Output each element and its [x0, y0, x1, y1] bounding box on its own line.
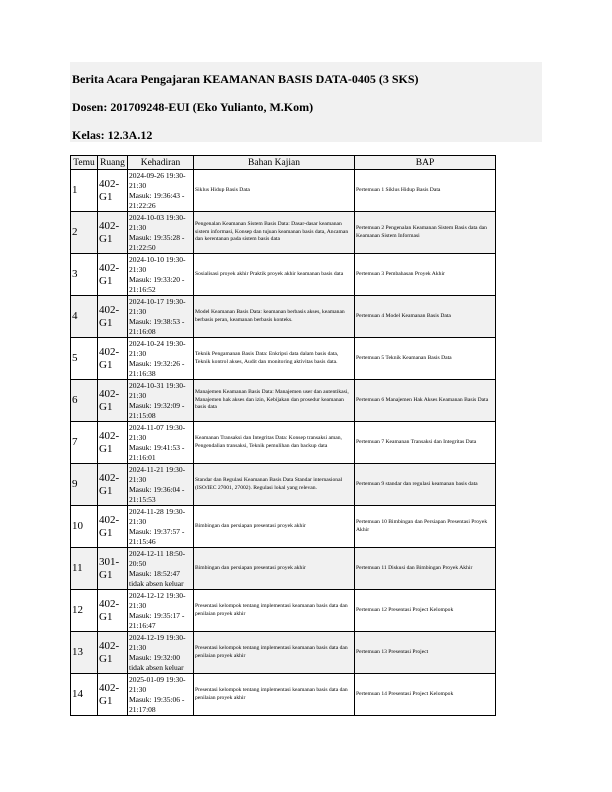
cell-bahan-kajian: Sosialisasi proyek akhir Praktik proyek akhir keamanan basis data	[194, 254, 355, 296]
cell-ruang: 402-G1	[98, 464, 128, 506]
cell-temu: 3	[71, 254, 98, 296]
column-header-temu: Temu	[71, 156, 98, 170]
cell-bap: Pertemuan 1 Siklus Hidup Basis Data	[355, 170, 496, 212]
cell-kehadiran	[128, 548, 194, 590]
bap-table	[70, 155, 496, 716]
cell-bap: Pertemuan 11 Diskusi dan Bimbingan Proyek Akhir	[355, 548, 496, 590]
kehadiran-schedule: 2024-10-03 19:30-21:30	[129, 212, 186, 232]
kehadiran-schedule: 2024-10-24 19:30-21:30	[129, 338, 186, 358]
kehadiran-checkin: Masuk: 19:38:53 - 21:16:08	[129, 316, 185, 336]
column-header-kehadiran: Kehadiran	[128, 156, 194, 170]
cell-temu: 1	[71, 170, 98, 212]
cell-bap: Pertemuan 6 Manajemen Hak Akses Keamanan Basis Data	[355, 380, 496, 422]
cell-ruang: 402-G1	[98, 590, 128, 632]
cell-ruang: 402-G1	[98, 422, 128, 464]
kehadiran-schedule: 2024-11-28 19:30-21:30	[129, 506, 186, 526]
table-row	[71, 674, 496, 716]
kehadiran-schedule: 2025-01-09 19:30-21:30	[129, 674, 186, 694]
cell-bahan-kajian: Presentasi kelompok tentang implementasi keamanan basis data dan penilaian proyek akhir	[194, 632, 355, 674]
cell-kehadiran	[128, 254, 194, 296]
cell-kehadiran	[128, 464, 194, 506]
kehadiran-schedule: 2024-10-31 19:30-21:30	[129, 380, 186, 400]
kehadiran-schedule: 2024-12-12 19:30-21:30	[129, 590, 186, 610]
table-row	[71, 380, 496, 422]
cell-temu: 7	[71, 422, 98, 464]
cell-temu: 6	[71, 380, 98, 422]
cell-bahan-kajian: Teknik Pengamanan Basis Data: Enkripsi data dalam basis data, Teknik kontrol akses, Audit dan monitoring aktivitas basis data.	[194, 338, 355, 380]
cell-bap: Pertemuan 9 standar dan regulasi keamanan basis data	[355, 464, 496, 506]
kehadiran-checkin: Masuk: 19:35:17 - 21:16:47	[129, 610, 185, 630]
document-title: Berita Acara Pengajaran KEAMANAN BASIS DATA-0405 (3 SKS)	[72, 72, 419, 86]
cell-ruang: 402-G1	[98, 674, 128, 716]
cell-kehadiran	[128, 422, 194, 464]
cell-bap: Pertemuan 3 Pembahasan Proyek Akhir	[355, 254, 496, 296]
table-row	[71, 254, 496, 296]
kehadiran-schedule: 2024-09-26 19:30-21:30	[129, 170, 186, 190]
table-row	[71, 632, 496, 674]
cell-kehadiran	[128, 590, 194, 632]
column-header-ruang: Ruang	[98, 156, 128, 170]
cell-ruang: 301-G1	[98, 548, 128, 590]
kehadiran-checkin: Masuk: 18:52:47 tidak absen keluar	[129, 568, 184, 588]
cell-temu: 12	[71, 590, 98, 632]
cell-bahan-kajian: Presentasi kelompok tentang implementasi keamanan basis data dan penilaian proyek akhir	[194, 674, 355, 716]
table-row	[71, 170, 496, 212]
cell-bap: Pertemuan 4 Model Keamanan Basis Data	[355, 296, 496, 338]
cell-bahan-kajian: Bimbingan dan persiapan presentasi proyek akhir	[194, 506, 355, 548]
cell-kehadiran	[128, 170, 194, 212]
column-header-bahan-kajian: Bahan Kajian	[194, 156, 355, 170]
kehadiran-checkin: Masuk: 19:33:20 - 21:16:52	[129, 274, 185, 294]
cell-temu: 2	[71, 212, 98, 254]
kehadiran-schedule: 2024-10-17 19:30-21:30	[129, 296, 186, 316]
cell-bap: Pertemuan 14 Presentasi Project Kelompok	[355, 674, 496, 716]
kehadiran-checkin: Masuk: 19:36:43 - 21:22:26	[129, 190, 185, 210]
cell-bap: Pertemuan 7 Keamanan Transaksi dan Integritas Data	[355, 422, 496, 464]
table-row	[71, 296, 496, 338]
kehadiran-checkin: Masuk: 19:32:00 tidak absen keluar	[129, 652, 184, 672]
lecturer-line: Dosen: 201709248-EUI (Eko Yulianto, M.Kom)	[72, 100, 314, 114]
cell-kehadiran	[128, 212, 194, 254]
kehadiran-checkin: Masuk: 19:32:09 - 21:15:08	[129, 400, 185, 420]
table-row	[71, 212, 496, 254]
cell-temu: 10	[71, 506, 98, 548]
kehadiran-checkin: Masuk: 19:37:57 - 21:15:46	[129, 526, 185, 546]
cell-bahan-kajian: Manajemen Keamanan Basis Data: Manajemen user dan autentikasi, Manajemen hak akses dan izin, Kebijakan dan prosedur keamanan basis data	[194, 380, 355, 422]
cell-ruang: 402-G1	[98, 380, 128, 422]
cell-bap: Pertemuan 2 Pengenalan Keamanan Sistem Basis data dan Keamanan Sistem Informasi	[355, 212, 496, 254]
table-row	[71, 422, 496, 464]
cell-ruang: 402-G1	[98, 296, 128, 338]
cell-bahan-kajian: Siklus Hidup Basis Data	[194, 170, 355, 212]
table-row	[71, 590, 496, 632]
cell-kehadiran	[128, 632, 194, 674]
cell-kehadiran	[128, 338, 194, 380]
kehadiran-schedule: 2024-11-07 19:30-21:30	[129, 422, 186, 442]
cell-kehadiran	[128, 296, 194, 338]
kehadiran-checkin: Masuk: 19:35:06 - 21:17:08	[129, 694, 185, 714]
table-header-row	[71, 156, 496, 170]
cell-kehadiran	[128, 506, 194, 548]
cell-bap: Pertemuan 12 Presentasi Project Kelompok	[355, 590, 496, 632]
cell-ruang: 402-G1	[98, 170, 128, 212]
table-row	[71, 548, 496, 590]
cell-temu: 4	[71, 296, 98, 338]
cell-ruang: 402-G1	[98, 338, 128, 380]
cell-temu: 13	[71, 632, 98, 674]
cell-ruang: 402-G1	[98, 632, 128, 674]
cell-kehadiran	[128, 380, 194, 422]
cell-bap: Pertemuan 13 Presentasi Project	[355, 632, 496, 674]
cell-bahan-kajian: Keamanan Transaksi dan Integritas Data: Konsep transaksi aman, Pengendalian transaksi, Teknik pemulihan dan backup data	[194, 422, 355, 464]
cell-temu: 11	[71, 548, 98, 590]
kehadiran-schedule: 2024-12-19 19:30-21:30	[129, 632, 186, 652]
kehadiran-schedule: 2024-12-11 18:50-20:50	[129, 548, 186, 568]
cell-bahan-kajian: Pengenalan Keamanan Sistem Basis Data: Dasar-dasar keamanan sistem informasi, Konsep dan tujuan keamanan basis data, Ancaman dan kerentanan pada sistem basis data	[194, 212, 355, 254]
cell-bahan-kajian: Standar dan Regulasi Keamanan Basis Data Standar internasional (ISO/IEC 27001, 27002). Regulasi lokal yang relevan.	[194, 464, 355, 506]
table-row	[71, 506, 496, 548]
cell-temu: 5	[71, 338, 98, 380]
cell-temu: 9	[71, 464, 98, 506]
document-header	[70, 62, 542, 142]
class-line: Kelas: 12.3A.12	[72, 128, 153, 142]
cell-ruang: 402-G1	[98, 506, 128, 548]
kehadiran-checkin: Masuk: 19:32:26 - 21:16:38	[129, 358, 185, 378]
kehadiran-checkin: Masuk: 19:36:04 - 21:15:53	[129, 484, 185, 504]
kehadiran-checkin: Masuk: 19:41:53 - 21:16:01	[129, 442, 185, 462]
cell-kehadiran	[128, 674, 194, 716]
cell-temu: 14	[71, 674, 98, 716]
cell-bahan-kajian: Model Keamanan Basis Data: keamanan berbasis akses, keamanan berbasis peran, keamanan berbasis konteks.	[194, 296, 355, 338]
table-row	[71, 338, 496, 380]
kehadiran-schedule: 2024-10-10 19:30-21:30	[129, 254, 186, 274]
cell-bahan-kajian: Bimbingan dan persiapan presentasi proyek akhir	[194, 548, 355, 590]
cell-ruang: 402-G1	[98, 254, 128, 296]
cell-bap: Pertemuan 5 Teknik Keamanan Basis Data	[355, 338, 496, 380]
kehadiran-checkin: Masuk: 19:35:28 - 21:22:50	[129, 232, 185, 252]
cell-ruang: 402-G1	[98, 212, 128, 254]
kehadiran-schedule: 2024-11-21 19:30-21:30	[129, 464, 186, 484]
cell-bap: Pertemuan 10 Bimbingan dan Persiapan Presentasi Proyek Akhir	[355, 506, 496, 548]
table-row	[71, 464, 496, 506]
cell-bahan-kajian: Presentasi kelompok tentang implementasi keamanan basis data dan penilaian proyek akhir	[194, 590, 355, 632]
column-header-bap: BAP	[355, 156, 496, 170]
